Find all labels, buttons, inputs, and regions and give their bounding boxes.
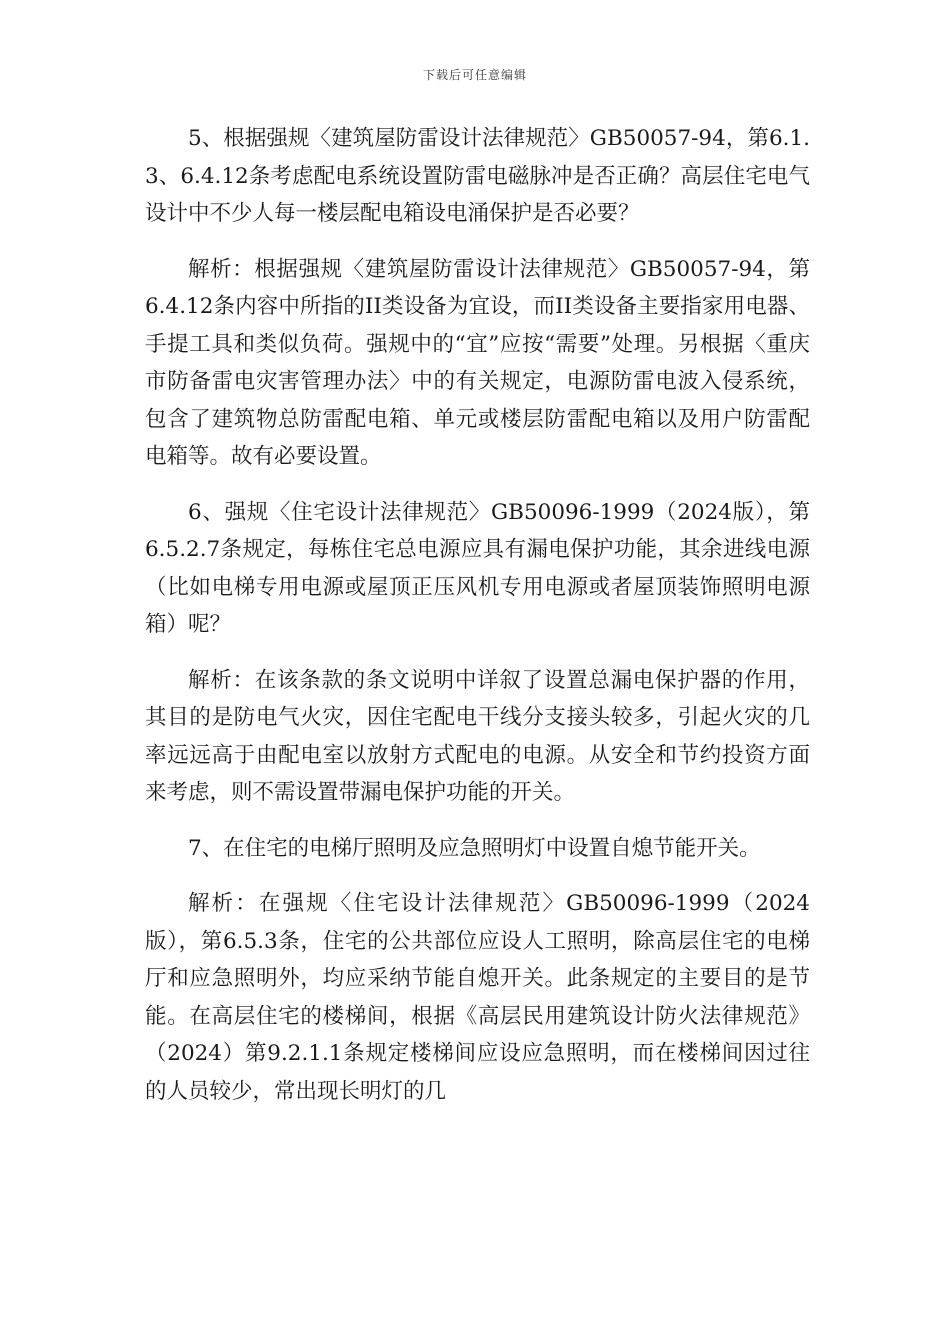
paragraph-answer-7: 解析：在强规〈住宅设计法律规范〉GB50096-1999（2024版），第6.5.3条，住宅的公共部位应设人工照明，除高层住宅的电梯厅和应急照明外，均应采纳节能自熄开关。此条规定的主要目的是节能。在高层住宅的楼梯间，根据《高层民用建筑设计防火法律规范》（2024）第9.2.1.1条规定楼梯间应设应急照明，而在楼梯间因过往的人员较少，常出现长明灯的几 xyxy=(145,891,810,1104)
paragraph-question-6: 6、强规〈住宅设计法律规范〉GB50096-1999（2024版），第6.5.2.7条规定，每栋住宅总电源应具有漏电保护功能，其余进线电源（比如电梯专用电源或屋顶正压风机专用电源或者屋顶装饰照明电源箱）呢？ xyxy=(145,499,810,637)
document-body xyxy=(145,120,810,1128)
paragraph-answer-5: 解析：根据强规〈建筑屋防雷设计法律规范〉GB50057-94，第6.4.12条内容中所指的II类设备为宜设，而II类设备主要指家用电器、手提工具和类似负荷。强规中的“宜”应按“需要”处理。另根据〈重庆市防备雷电灾害管理办法〉中的有关规定，电源防雷电波入侵系统，包含了建筑物总防雷配电箱、单元或楼层防雷配电箱以及用户防雷配电箱等。故有必要设置。 xyxy=(145,256,810,469)
paragraph-question-7: 7、在住宅的电梯厅照明及应急照明灯中设置自熄节能开关。 xyxy=(188,835,761,861)
paragraph-answer-6: 解析：在该条款的条文说明中详叙了设置总漏电保护器的作用，其目的是防电气火灾，因住宅配电干线分支接头较多，引起火灾的几率远远高于由配电室以放射方式配电的电源。从安全和节约投资方面来考虑，则不需设置带漏电保护功能的开关。 xyxy=(145,667,810,805)
page-header: 下载后可任意编辑 xyxy=(422,68,527,82)
paragraph-question-5: 5、根据强规〈建筑屋防雷设计法律规范〉GB50057-94，第6.1.3、6.4.12条考虑配电系统设置防雷电磁脉冲是否正确？高层住宅电气设计中不少人每一楼层配电箱设电涌保护是否必要？ xyxy=(145,126,810,226)
